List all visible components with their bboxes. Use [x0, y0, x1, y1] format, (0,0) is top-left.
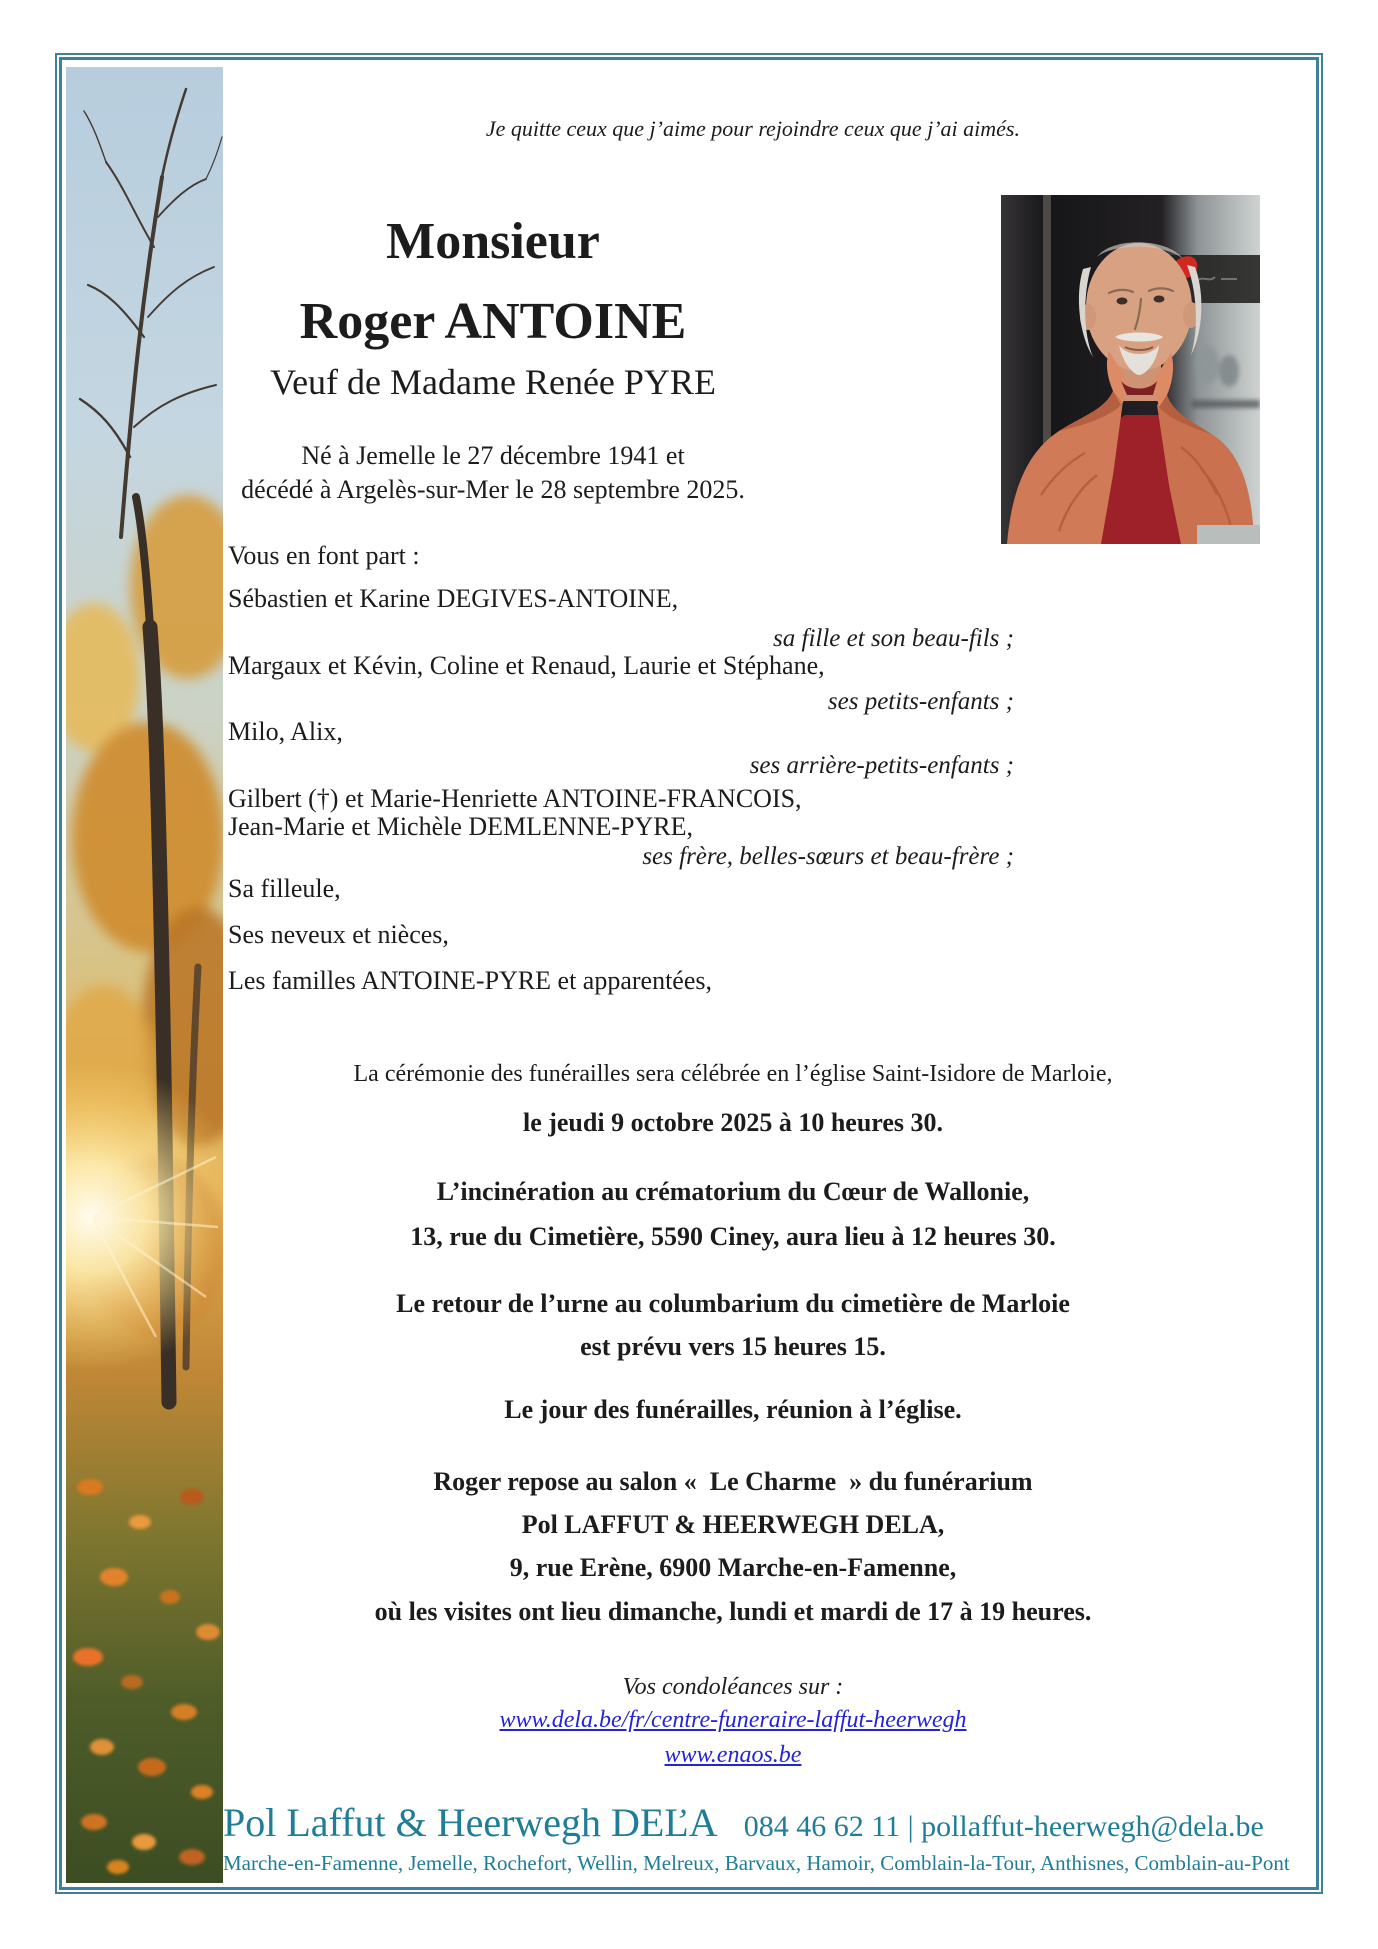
- memorial-quote: Je quitte ceux que j’aime pour rejoindre ceux que j’ai aimés.: [485, 116, 1020, 141]
- repose-salon-line: Roger repose au salon « Le Charme » du funérarium: [433, 1467, 1033, 1496]
- family-line: Sa filleule,: [228, 874, 341, 903]
- footer-brand-line: [223, 1800, 1264, 1846]
- title-monsieur: Monsieur: [386, 213, 600, 270]
- condolences-link-wrap: [223, 1742, 1243, 1770]
- announcement-intro: Vous en font part :: [228, 541, 420, 570]
- family-line: Milo, Alix,: [228, 717, 343, 746]
- funerarium-name-line: Pol LAFFUT & HEERWEGH DELA,: [521, 1510, 945, 1539]
- cremation-line: L’incinération au crématorium du Cœur de Wallonie,: [436, 1177, 1030, 1206]
- ceremony-church-line: La cérémonie des funérailles sera célébrée en l’église Saint-Isidore de Marloie,: [353, 1061, 1113, 1087]
- funeral-home-logo: Pol Laffut & Heerwegh DEĽA: [223, 1800, 718, 1845]
- family-relation: sa fille et son beau-fils ;: [773, 625, 1014, 652]
- birth-line: Né à Jemelle le 27 décembre 1941 et: [301, 441, 685, 470]
- portrait-photo-image: [1001, 195, 1260, 544]
- visits-line: où les visites ont lieu dimanche, lundi et mardi de 17 à 19 heures.: [374, 1597, 1092, 1626]
- meeting-line: Le jour des funérailles, réunion à l’église.: [504, 1395, 962, 1424]
- family-line: Ses neveux et nièces,: [228, 920, 449, 949]
- urn-return-line: Le retour de l’urne au columbarium du cimetière de Marloie: [396, 1289, 1070, 1318]
- widower-subtitle: Veuf de Madame Renée PYRE: [270, 362, 716, 402]
- footer-email[interactable]: pollaffut-heerwegh@dela.be: [921, 1810, 1264, 1843]
- footer-separator: |: [907, 1810, 914, 1843]
- condolences-link-wrap: [223, 1707, 1243, 1735]
- footer-locations: Marche-en-Famenne, Jemelle, Rochefort, Wellin, Melreux, Barvaux, Hamoir, Comblain-la-Tour, Anthisnes, Comblain-au-Pont: [223, 1851, 1290, 1875]
- ceremony-date-line: le jeudi 9 octobre 2025 à 10 heures 30.: [522, 1108, 944, 1137]
- deceased-name: Roger ANTOINE: [299, 293, 687, 350]
- death-line: décédé à Argelès-sur-Mer le 28 septembre 2025.: [241, 475, 745, 504]
- funerarium-address-line: 9, rue Erène, 6900 Marche-en-Famenne,: [509, 1553, 957, 1582]
- condolences-label: Vos condoléances sur :: [622, 1674, 844, 1700]
- footer-phone: 084 46 62 11: [743, 1810, 901, 1843]
- condolences-link-enaos[interactable]: www.enaos.be: [664, 1742, 802, 1768]
- family-relation: ses arrière-petits-enfants ;: [749, 752, 1014, 779]
- family-line: Margaux et Kévin, Coline et Renaud, Laurie et Stéphane,: [228, 651, 825, 680]
- family-line: Sébastien et Karine DEGIVES-ANTOINE,: [228, 584, 679, 613]
- condolences-link-dela[interactable]: www.dela.be/fr/centre-funeraire-laffut-heerwegh: [499, 1707, 967, 1733]
- family-line: Jean-Marie et Michèle DEMLENNE-PYRE,: [228, 812, 693, 841]
- urn-time-line: est prévu vers 15 heures 15.: [580, 1332, 886, 1361]
- cremation-address-line: 13, rue du Cimetière, 5590 Ciney, aura lieu à 12 heures 30.: [410, 1222, 1056, 1251]
- footer-contact: [744, 1810, 1264, 1843]
- family-relation: ses petits-enfants ;: [827, 688, 1014, 715]
- family-line: Gilbert (†) et Marie-Henriette ANTOINE-FRANCOIS,: [228, 784, 802, 813]
- family-relation: ses frère, belles-sœurs et beau-frère ;: [642, 843, 1014, 870]
- portrait-photo: [1001, 195, 1260, 544]
- family-line: Les familles ANTOINE-PYRE et apparentées,: [228, 966, 712, 995]
